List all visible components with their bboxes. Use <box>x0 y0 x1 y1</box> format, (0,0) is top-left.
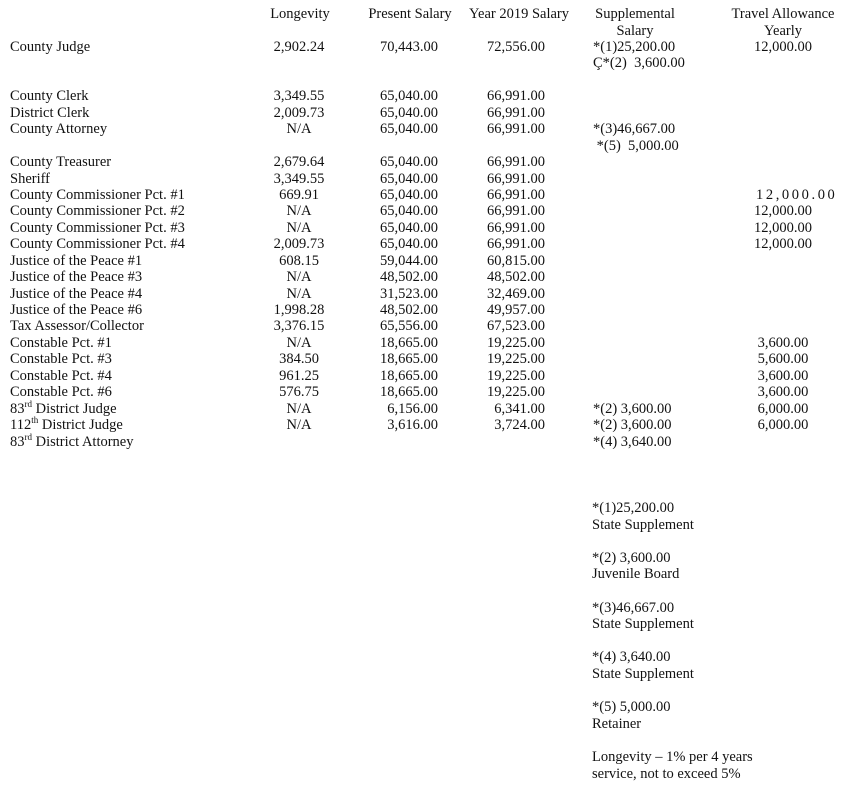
table-row <box>0 335 861 351</box>
present-salary-value: 65,040.00 <box>380 104 438 121</box>
table-row <box>0 351 861 367</box>
year-2019-salary-value: 3,724.00 <box>494 417 545 434</box>
table-row <box>0 154 861 170</box>
year-2019-salary-value: 67,523.00 <box>487 318 545 335</box>
position-title: Justice of the Peace #4 <box>10 285 143 302</box>
travel-allowance-value: 12,000.00 <box>754 203 812 220</box>
position-title: County Commissioner Pct. #1 <box>10 186 185 203</box>
position-title: County Treasurer <box>10 154 112 171</box>
position-title: County Attorney <box>10 121 108 138</box>
supplemental-salary-value: *(1)25,200.00 <box>593 39 676 55</box>
year-2019-salary-value: 72,556.00 <box>487 39 545 55</box>
year-2019-salary-value: 19,225.00 <box>487 367 545 384</box>
position-title: County Commissioner Pct. #3 <box>10 219 185 236</box>
longevity-value: 961.25 <box>279 367 319 384</box>
position-title: 83rd District Judge <box>10 398 117 417</box>
position-title: 83rd District Attorney <box>10 431 134 450</box>
travel-allowance-value: 12,000.00 <box>754 236 812 253</box>
table-row <box>0 138 861 154</box>
year-2019-salary-value: 66,991.00 <box>487 203 545 220</box>
year-2019-salary-value: 6,341.00 <box>494 400 545 417</box>
longevity-value: N/A <box>286 400 312 417</box>
travel-allowance-value: 3,600.00 <box>757 367 809 384</box>
longevity-value: N/A <box>286 269 312 286</box>
table-row <box>0 55 861 71</box>
table-row <box>0 203 861 219</box>
travel-allowance-value: 12,000.00 <box>754 219 812 236</box>
longevity-value: 2,902.24 <box>273 39 325 55</box>
position-title: Justice of the Peace #6 <box>10 302 143 318</box>
year-2019-salary-value: 60,815.00 <box>487 252 545 269</box>
table-row <box>0 286 861 302</box>
present-salary-value: 18,665.00 <box>380 334 438 351</box>
table-row <box>0 105 861 121</box>
year-2019-salary-value: 48,502.00 <box>487 269 545 286</box>
salary-table <box>0 39 861 450</box>
supplemental-salary-value: *(4) 3,640.00 <box>593 433 672 450</box>
table-row <box>0 39 861 55</box>
longevity-value: N/A <box>286 285 312 302</box>
present-salary-value: 31,523.00 <box>380 285 438 302</box>
present-salary-value: 6,156.00 <box>387 400 438 417</box>
present-salary-value: 65,040.00 <box>380 186 438 203</box>
year-2019-salary-value: 19,225.00 <box>487 334 545 351</box>
header-travel-allowance: Travel Allowance Yearly <box>731 6 835 39</box>
position-title: County Judge <box>10 39 91 55</box>
present-salary-value: 18,665.00 <box>380 351 438 368</box>
longevity-value: 3,349.55 <box>273 170 325 187</box>
table-row <box>0 302 861 318</box>
present-salary-value: 65,040.00 <box>380 203 438 220</box>
year-2019-salary-value: 66,991.00 <box>487 104 545 121</box>
position-title: County Commissioner Pct. #4 <box>10 236 185 253</box>
position-title: County Commissioner Pct. #2 <box>10 203 185 220</box>
year-2019-salary-value: 32,469.00 <box>487 285 545 302</box>
longevity-value: 3,376.15 <box>273 318 325 335</box>
header-longevity: Longevity <box>270 6 330 22</box>
supplemental-salary-value: *(5) 5,000.00 <box>593 137 679 154</box>
year-2019-salary-value: 19,225.00 <box>487 384 545 401</box>
position-title: Justice of the Peace #1 <box>10 252 143 269</box>
year-2019-salary-value: 66,991.00 <box>487 88 545 105</box>
position-title: Constable Pct. #1 <box>10 334 112 351</box>
supplemental-salary-value: Ç*(2) 3,600.00 <box>593 55 685 72</box>
supplemental-salary-value: *(2) 3,600.00 <box>593 400 672 417</box>
header-present-salary: Present Salary <box>368 6 452 22</box>
longevity-value: 2,679.64 <box>273 154 325 171</box>
table-row <box>0 398 861 417</box>
longevity-value: 3,349.55 <box>273 88 325 105</box>
year-2019-salary-value: 66,991.00 <box>487 236 545 253</box>
table-row <box>0 187 861 203</box>
present-salary-value: 70,443.00 <box>380 39 438 55</box>
present-salary-value: 48,502.00 <box>380 302 438 318</box>
position-title: County Clerk <box>10 88 89 105</box>
table-row <box>0 121 861 137</box>
table-row <box>0 88 861 104</box>
position-title: Constable Pct. #6 <box>10 384 112 401</box>
longevity-value: 669.91 <box>279 186 319 203</box>
table-row <box>0 171 861 187</box>
present-salary-value: 3,616.00 <box>387 417 438 434</box>
year-2019-salary-value: 66,991.00 <box>487 121 545 138</box>
present-salary-value: 18,665.00 <box>380 384 438 401</box>
longevity-value: N/A <box>286 121 312 138</box>
present-salary-value: 48,502.00 <box>380 269 438 286</box>
position-title: Constable Pct. #4 <box>10 367 112 384</box>
header-year-2019-salary: Year 2019 Salary <box>468 6 569 22</box>
year-2019-salary-value: 49,957.00 <box>487 302 545 318</box>
longevity-value: 608.15 <box>279 252 319 269</box>
position-title: District Clerk <box>10 104 90 121</box>
travel-allowance-value: 3,600.00 <box>757 384 809 401</box>
table-row <box>0 431 861 450</box>
travel-allowance-value: 6,000.00 <box>757 400 809 417</box>
year-2019-salary-value: 66,991.00 <box>487 154 545 171</box>
present-salary-value: 59,044.00 <box>380 252 438 269</box>
table-row <box>0 368 861 384</box>
table-row <box>0 72 861 88</box>
present-salary-value: 65,040.00 <box>380 170 438 187</box>
header-supplemental-salary: Supplemental Salary <box>595 6 675 39</box>
table-row <box>0 269 861 285</box>
longevity-value: 2,009.73 <box>273 236 325 253</box>
table-row <box>0 384 861 400</box>
present-salary-value: 65,040.00 <box>380 121 438 138</box>
present-salary-value: 65,556.00 <box>380 318 438 335</box>
supplemental-salary-value: *(2) 3,600.00 <box>593 417 672 434</box>
year-2019-salary-value: 19,225.00 <box>487 351 545 368</box>
present-salary-value: 65,040.00 <box>380 219 438 236</box>
table-row <box>0 236 861 252</box>
longevity-value: 1,998.28 <box>273 302 325 318</box>
position-title: Justice of the Peace #3 <box>10 269 143 286</box>
footnote: *(4) 3,640.00 State Supplement <box>592 649 694 682</box>
position-title: Tax Assessor/Collector <box>10 318 144 335</box>
table-row <box>0 417 861 433</box>
travel-allowance-value: 3,600.00 <box>757 334 809 351</box>
present-salary-value: 65,040.00 <box>380 236 438 253</box>
longevity-value: N/A <box>286 203 312 220</box>
present-salary-value: 65,040.00 <box>380 154 438 171</box>
position-title: Sheriff <box>10 170 51 187</box>
table-row <box>0 318 861 334</box>
footnote: *(5) 5,000.00 Retainer <box>592 699 671 732</box>
longevity-value: 2,009.73 <box>273 104 325 121</box>
travel-allowance-value: 12,000.00 <box>756 186 838 203</box>
table-row <box>0 220 861 236</box>
travel-allowance-value: 12,000.00 <box>754 39 812 55</box>
year-2019-salary-value: 66,991.00 <box>487 219 545 236</box>
footnote: *(1)25,200.00 State Supplement <box>592 500 694 533</box>
year-2019-salary-value: 66,991.00 <box>487 186 545 203</box>
present-salary-value: 65,040.00 <box>380 88 438 105</box>
travel-allowance-value: 5,600.00 <box>757 351 809 368</box>
footnote: Longevity – 1% per 4 years service, not to exceed 5% <box>592 748 753 782</box>
footnote: *(2) 3,600.00 Juvenile Board <box>592 549 680 583</box>
position-title: Constable Pct. #3 <box>10 351 112 368</box>
footnotes <box>592 500 852 799</box>
present-salary-value: 18,665.00 <box>380 367 438 384</box>
longevity-value: N/A <box>286 417 312 434</box>
year-2019-salary-value: 66,991.00 <box>487 170 545 187</box>
travel-allowance-value: 6,000.00 <box>757 417 809 434</box>
footnote: *(3)46,667.00 State Supplement <box>592 599 694 633</box>
position-title: 112th District Judge <box>10 415 123 434</box>
longevity-value: N/A <box>286 334 312 351</box>
longevity-value: N/A <box>286 219 312 236</box>
longevity-value: 384.50 <box>279 351 319 368</box>
longevity-value: 576.75 <box>279 384 319 401</box>
table-row <box>0 253 861 269</box>
supplemental-salary-value: *(3)46,667.00 <box>593 121 676 138</box>
